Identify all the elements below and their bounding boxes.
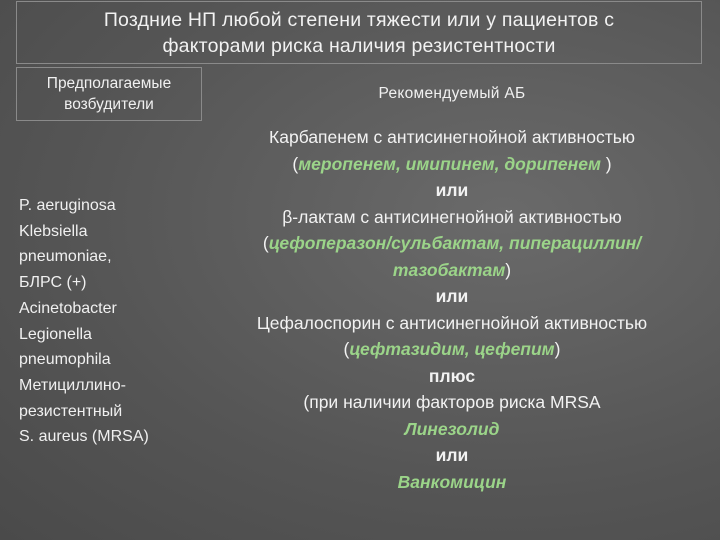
header-pathogens: [16, 67, 202, 121]
recommendation-beta-lactam-drugs-cont: [202, 257, 702, 284]
pathogen-item: S. aureus (MRSA): [19, 428, 149, 446]
header-antibiotics: Рекомендуемый АБ: [378, 85, 526, 102]
pathogen-item: Klebsiella: [19, 222, 88, 240]
drug-names: цефоперазон/сульбактам, пиперациллин/: [268, 233, 642, 253]
recommendation-mrsa-condition: (при наличии факторов риска MRSA: [303, 392, 601, 412]
drug-vancomycin: Ванкомицин: [397, 471, 507, 492]
title-box: [16, 1, 702, 64]
recommendation-cephalosporin-drugs: [202, 336, 702, 363]
drug-linezolid: Линезолид: [404, 418, 500, 439]
pathogen-item: pneumophila: [19, 351, 111, 369]
pathogen-item: Acinetobacter: [19, 299, 117, 317]
recommendation-cephalosporin: Цефалоспорин с антисинегнойной активностью: [256, 312, 648, 333]
recommendation-beta-lactam: β-лактам с антисинегнойной активностью: [282, 206, 622, 227]
paren-open: (: [343, 339, 350, 359]
recommendation-carbapenem-drugs: [202, 151, 702, 178]
pathogen-item: Legionella: [19, 325, 92, 343]
title-line-1: Поздние НП любой степени тяжести или у пациентов с: [103, 8, 615, 31]
plus-separator: плюс: [428, 365, 476, 386]
paren-close: ): [505, 259, 512, 280]
pathogen-item: резистентный: [19, 402, 123, 420]
or-separator: или: [435, 180, 469, 200]
recommendation-carbapenem: Карбапенем с антисинегнойной активностью: [269, 127, 635, 147]
drug-names: цефтазидим, цефепим: [349, 339, 555, 359]
slide-title: [104, 7, 614, 59]
pathogen-item: P. aeruginosa: [19, 197, 116, 214]
recommendation-beta-lactam-drugs: [202, 230, 702, 257]
recommendation-list: [202, 124, 702, 495]
paren-open: (: [262, 233, 269, 253]
or-separator: или: [435, 445, 469, 465]
treatment-table: [16, 67, 702, 537]
drug-names: меропенем, имипинем, дорипенем: [298, 153, 601, 174]
header-pathogens-line-2: возбудители: [64, 96, 154, 113]
pathogen-item: БЛРС (+): [19, 274, 87, 292]
paren-close: ): [554, 339, 561, 359]
paren-close: ): [600, 153, 612, 174]
pathogen-item: pneumoniae,: [19, 248, 112, 266]
or-separator: или: [435, 286, 469, 306]
drug-names: тазобактам: [392, 259, 506, 280]
paren-open: (: [292, 153, 299, 174]
pathogen-list: [19, 193, 199, 450]
pathogen-item: Метициллино-: [19, 376, 126, 394]
title-line-2: факторами риска наличия резистентности: [162, 34, 556, 57]
header-pathogens-line-1: Предполагаемые: [46, 75, 172, 92]
